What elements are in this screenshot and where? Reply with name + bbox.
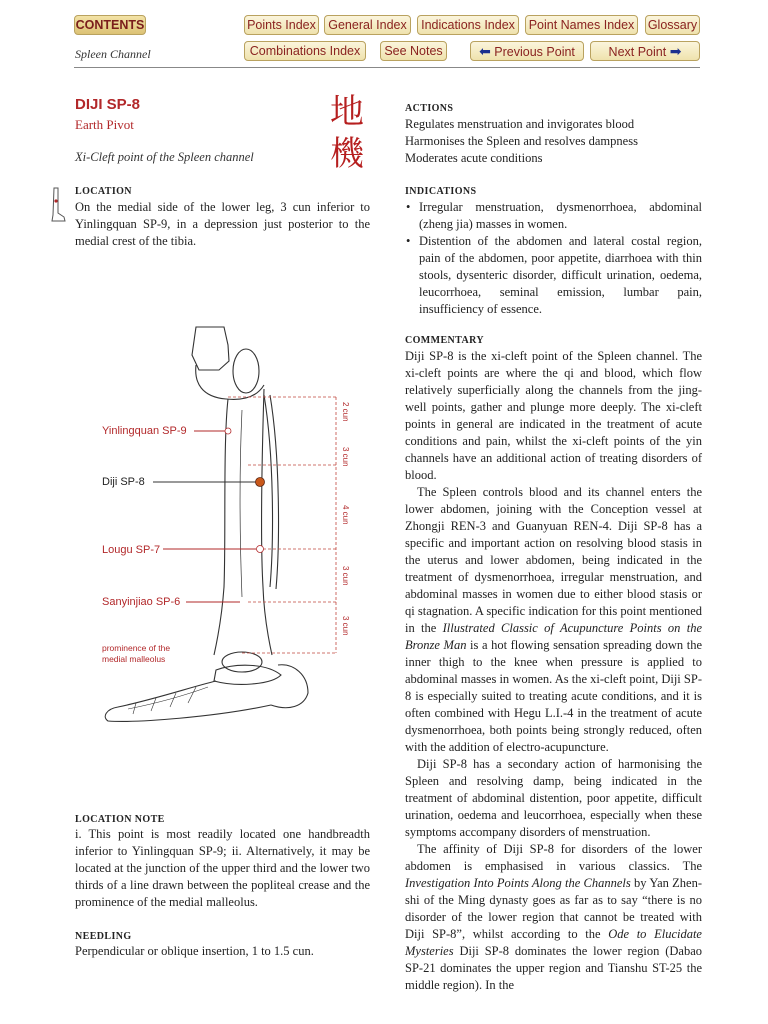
commentary-p2-text-a: The Spleen controls blood and its channel enters the lower abdomen, joining with the Conception vessel at Zhongji REN-3 and Guanyuan REN-4. Diji SP-8 has a specific and important action on resolving blood stasis in the uterus and lower abdomen, being indicated in the treatment of dysmenorrhoea, irregular menstruation, and abdominal masses in women due to either blood stasis or qi stagnation. A specific indication for this point mentioned in the <box>405 485 702 635</box>
chinese-character-1: 地 <box>330 92 364 132</box>
indications-index-button[interactable]: Indications Index <box>417 15 519 35</box>
label-malleolus-line1: prominence of the <box>102 643 171 653</box>
cun-label-4: 3 cun <box>341 566 350 586</box>
next-point-label: Next Point <box>608 45 667 59</box>
cun-label-3: 4 cun <box>341 505 350 525</box>
commentary-paragraph-2 <box>405 484 702 756</box>
point-english-name: Earth Pivot <box>75 117 134 132</box>
location-heading: LOCATION <box>75 186 132 197</box>
action-item: Harmonises the Spleen and resolves dampness <box>405 134 638 148</box>
label-lougu: Lougu SP-7 <box>102 544 161 556</box>
actions-heading: ACTIONS <box>405 103 454 114</box>
cun-label-1: 2 cun <box>341 402 350 422</box>
combinations-index-button[interactable]: Combinations Index <box>244 41 366 61</box>
header-divider <box>74 67 700 68</box>
chinese-character-2: 機 <box>330 134 364 174</box>
channel-label: Spleen Channel <box>75 47 151 61</box>
action-item: Moderates acute conditions <box>405 151 543 165</box>
commentary-p4-text-a: The affinity of Diji SP-8 for disorders of the lower abdomen is emphasised in various classics. The <box>405 842 702 873</box>
previous-point-label: Previous Point <box>494 45 575 59</box>
previous-point-button[interactable] <box>470 41 584 61</box>
point-subtitle: Xi-Cleft point of the Spleen channel <box>75 150 254 164</box>
points-index-button[interactable]: Points Index <box>244 15 319 35</box>
label-yinlingquan: Yinlingquan SP-9 <box>102 425 187 437</box>
action-item: Regulates menstruation and invigorates blood <box>405 117 635 131</box>
glossary-button[interactable]: Glossary <box>645 15 700 35</box>
commentary-heading: COMMENTARY <box>405 335 485 346</box>
next-point-button[interactable] <box>590 41 700 61</box>
commentary-paragraph-1: Diji SP-8 is the xi-cleft point of the Spleen channel. The xi-cleft points are where the qi and blood, which flow relatively superficially along the channels from the jing-well points, gather and plunge more deeply. The xi-cleft points in general are indicated in the treatment of acute conditions and pain, whilst the xi-cleft points of the yin channels have an additional action of treating disorders of blood. <box>405 349 702 482</box>
label-malleolus-line2: medial malleolus <box>102 654 166 664</box>
location-text: On the medial side of the lower leg, 3 cun inferior to Yinlingquan SP-9, in a depression just posterior to the medial crest of the tibia. <box>75 200 370 248</box>
arrow-right-icon: ➡ <box>669 43 682 59</box>
label-diji: Diji SP-8 <box>102 476 145 488</box>
cun-label-5: 3 cun <box>341 616 350 636</box>
contents-button[interactable]: CONTENTS <box>74 15 146 35</box>
commentary-p4-book-1: Investigation Into Points Along the Channels <box>405 876 631 890</box>
indications-heading: INDICATIONS <box>405 186 477 197</box>
commentary-p2-book: Illustrated Classic of Acupuncture Points on the Bronze Man <box>405 621 702 652</box>
commentary-paragraph-4 <box>405 841 702 994</box>
commentary-paragraph-3: Diji SP-8 has a secondary action of harmonising the Spleen and resolving damp, being indicated in the treatment of abdominal distention, poor appetite, difficult urination, oedema and leucorrhoea, especially when these symptoms accompany disorders of menstruation. <box>405 757 702 839</box>
indication-item: • Distention of the abdomen and lateral costal region, pain of the abdomen, poor appetite, diarrhoea with thin stools, dysenteric disorder, difficult urination, oedema, leucorrhoea, seminal emission, lumbar pain, insufficiency of essence. <box>405 233 702 318</box>
commentary-p4-book-2: Ode to Elucidate Mysteries <box>405 927 702 958</box>
point-title: DIJI SP-8 <box>75 96 141 113</box>
commentary-text <box>405 348 702 994</box>
point-names-index-button[interactable]: Point Names Index <box>525 15 638 35</box>
indications-list <box>405 199 702 318</box>
label-sanyinjiao: Sanyinjiao SP-6 <box>102 596 181 608</box>
see-notes-button[interactable]: See Notes <box>380 41 447 61</box>
leg-diagram <box>96 325 356 745</box>
commentary-p4-text-b: by Yan Zhen-shi of the Ming dynasty goes as far as to say “there is no disorder of the lower region that cannot be treated with Diji SP-8”, whilst according to the <box>405 876 702 941</box>
cun-label-2: 3 cun <box>341 447 350 467</box>
location-note-heading: LOCATION NOTE <box>75 814 165 825</box>
leg-icon <box>48 187 68 227</box>
commentary-p4-text-c: Diji SP-8 dominates the lower region (Dabao SP-21 dominates the upper region and Tianshu ST-25 the middle region). In the <box>405 944 702 992</box>
indication-item: • Irregular menstruation, dysmenorrhoea, abdominal (zheng jia) masses in women. <box>405 199 702 233</box>
location-note-text: i. This point is most readily located one handbreadth inferior to Yinlingquan SP-9; ii. Alternatively, it may be located at the junction of the upper third and the lower two thirds of a line drawn between the popliteal crease and the prominence of the medial malleolus. <box>75 827 370 909</box>
commentary-p2-text-b: is a hot flowing sensation spreading down the inner thigh to the knee when pressure is applied to abdominal masses in women. As the xi-cleft point, Diji SP-8 is especially suited to treating acute conditions, and it is often combined with Hegu L.I.-4 in the treatment of acute dysmenorrhoea, both points being strongly reduced, often with the addition of electro-acupuncture. <box>405 638 702 754</box>
needling-text: Perpendicular or oblique insertion, 1 to 1.5 cun. <box>75 944 314 958</box>
general-index-button[interactable]: General Index <box>324 15 411 35</box>
arrow-left-icon: ⬅ <box>479 43 491 59</box>
needling-heading: NEEDLING <box>75 931 132 942</box>
